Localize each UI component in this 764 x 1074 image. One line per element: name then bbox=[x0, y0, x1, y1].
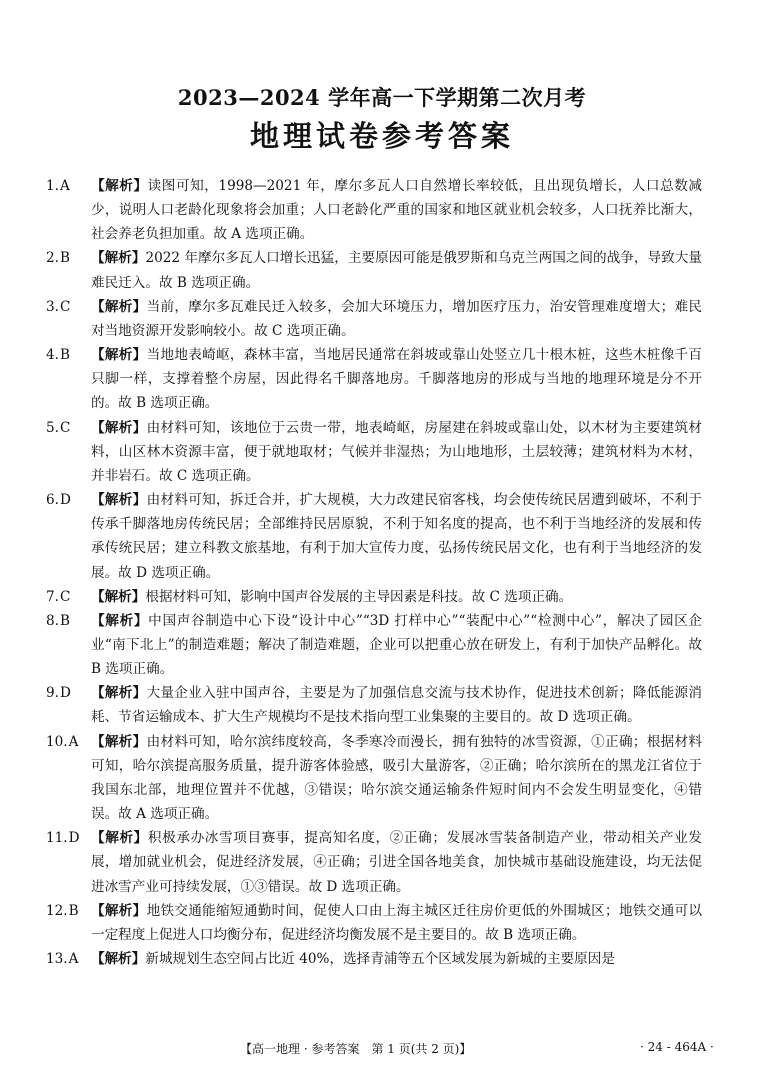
question-number: 11. bbox=[46, 830, 68, 847]
question-number: 5. bbox=[46, 419, 59, 436]
answer-label bbox=[46, 730, 78, 754]
answer-choice: B bbox=[59, 612, 70, 629]
question-number: 7. bbox=[46, 588, 59, 605]
answer-choice: D bbox=[59, 685, 71, 702]
analysis-text: 中国声谷制造中心下设“设计中心”“3D 打样中心”“装配中心”“检测中心”，解决了园区企业“南下北上”的制造难题；解决了制造难题，企业可以把重心放在研发上，有利于加快产品孵化。故 B 选项正确。 bbox=[91, 612, 703, 678]
question-number: 4. bbox=[46, 347, 59, 364]
answer-item bbox=[46, 585, 702, 609]
answer-item bbox=[46, 826, 702, 898]
answer-label bbox=[46, 681, 71, 705]
answer-label bbox=[46, 947, 78, 971]
answer-item bbox=[46, 416, 702, 488]
answer-label bbox=[46, 416, 70, 440]
analysis-tag: 【解析】 bbox=[91, 902, 147, 919]
analysis-text: 由材料可知，拆迁合并，扩大规模，大力改建民宿客栈，均会使传统民居遭到破坏，不利于传承千脚落地房传统民居；全部维持民居原貌，不利于知名度的提高，也不利于当地经济的发展和传承传统民居；建立科教文旅基地，有利于加大宣传力度，弘扬传统民居文化，也有利于当地经济的发展。故 D 选项正确。 bbox=[91, 492, 703, 581]
answer-item bbox=[46, 947, 702, 971]
answer-choice: B bbox=[59, 250, 70, 267]
answer-label bbox=[46, 826, 80, 850]
answer-item bbox=[46, 730, 702, 827]
analysis-tag: 【解析】 bbox=[91, 419, 147, 436]
answer-choice: A bbox=[68, 951, 79, 967]
answer-choice: D bbox=[59, 492, 71, 509]
question-number: 1. bbox=[46, 178, 59, 194]
answer-list bbox=[46, 174, 702, 971]
question-number: 13. bbox=[46, 951, 68, 967]
answer-choice: D bbox=[68, 830, 80, 847]
analysis-text: 由材料可知，哈尔滨纬度较高，冬季寒冷而漫长，拥有独特的冰雪资源，①正确；根据材料可知，哈尔滨提高服务质量，提升游客体验感，吸引大量游客，②正确；哈尔滨所在的黑龙江省位于我国东北部，地理位置并不优越，③错误；哈尔滨交通运输条件短时间内不会发生明显变化，④错误。故 A 选项正确。 bbox=[91, 733, 703, 823]
answer-item bbox=[46, 246, 702, 294]
answer-label bbox=[46, 343, 70, 367]
analysis-tag: 【解析】 bbox=[91, 612, 149, 629]
question-number: 9. bbox=[46, 685, 59, 702]
analysis-text: 积极承办冰雪项目赛事，提高知名度，②正确；发展冰雪装备制造产业，带动相关产业发展，增加就业机会，促进经济发展，④正确；引进全国各地美食，加快城市基础设施建设，均无法促进冰雪产业可持续发展，①③错误。故 D 选项正确。 bbox=[91, 830, 703, 895]
answer-item bbox=[46, 609, 702, 681]
answer-item bbox=[46, 488, 702, 585]
answer-choice: A bbox=[68, 733, 79, 750]
answer-label bbox=[46, 174, 70, 198]
analysis-tag: 【解析】 bbox=[91, 250, 146, 267]
answer-label bbox=[46, 585, 70, 609]
question-number: 10. bbox=[46, 733, 68, 750]
analysis-text: 由材料可知，该地位于云贵一带，地表崎岖，房屋建在斜坡或靠山处，以木材为主要建筑材料，山区林木资源丰富，便于就地取材；气候并非湿热；为山地地形，土层较薄；建筑材料为木材，并非岩石。故 C 选项正确。 bbox=[91, 419, 703, 484]
answer-item bbox=[46, 295, 702, 343]
question-number: 2. bbox=[46, 250, 59, 267]
answer-item bbox=[46, 343, 702, 415]
analysis-text: 读图可知，1998—2021 年，摩尔多瓦人口自然增长率较低，且出现负增长，人口总数减少，说明人口老龄化现象将会加重；人口老龄化严重的国家和地区就业机会较多，人口抚养比渐大，社会养老负担加重。故 A 选项正确。 bbox=[91, 178, 702, 243]
answer-label bbox=[46, 246, 70, 270]
analysis-tag: 【解析】 bbox=[91, 347, 147, 364]
analysis-tag: 【解析】 bbox=[91, 492, 147, 509]
exam-title: 2023—2024 学年高一下学期第二次月考 bbox=[177, 85, 587, 110]
analysis-text: 地铁交通能缩短通勤时间，促使人口由上海主城区迁往房价更低的外围城区；地铁交通可以一定程度上促进人口均衡分布，促进经济均衡发展不是主要目的。故 B 选项正确。 bbox=[91, 902, 703, 943]
answer-choice: C bbox=[59, 588, 71, 605]
question-number: 6. bbox=[46, 492, 59, 509]
analysis-text: 2022 年摩尔多瓦人口增长迅猛，主要原因可能是俄罗斯和乌克兰两国之间的战争，导致大量难民迁入。故 B 选项正确。 bbox=[91, 250, 702, 291]
footer-page-info: 【高一地理 · 参考答案 第 1 页(共 2 页)】 bbox=[240, 1042, 472, 1056]
analysis-text: 大量企业入驻中国声谷，主要是为了加强信息交流与技术协作，促进技术创新；降低能源消耗、节省运输成本、扩大生产规模均不是技术指向型工业集聚的主要目的。故 D 选项正确。 bbox=[91, 685, 703, 726]
answer-key-title: 地理试卷参考答案 bbox=[249, 119, 514, 153]
answer-choice: B bbox=[68, 902, 79, 919]
analysis-tag: 【解析】 bbox=[91, 733, 147, 750]
analysis-tag: 【解析】 bbox=[91, 830, 148, 847]
question-number: 12. bbox=[46, 902, 68, 919]
analysis-text: 新城规划生态空间占比近 40%，选择青浦等五个区域发展为新城的主要原因是 bbox=[145, 951, 615, 967]
answer-item bbox=[46, 174, 702, 246]
answer-label bbox=[46, 899, 79, 923]
analysis-text: 根据材料可知，影响中国声谷发展的主导因素是科技。故 C 选项正确。 bbox=[145, 588, 573, 605]
analysis-tag: 【解析】 bbox=[91, 178, 148, 194]
question-number: 3. bbox=[46, 298, 59, 315]
answer-choice: C bbox=[59, 298, 71, 315]
answer-choice: B bbox=[59, 347, 70, 364]
answer-choice: A bbox=[59, 178, 70, 194]
analysis-tag: 【解析】 bbox=[91, 588, 146, 605]
answer-choice: C bbox=[59, 419, 71, 436]
analysis-tag: 【解析】 bbox=[91, 951, 146, 967]
answer-label bbox=[46, 295, 70, 319]
answer-item bbox=[46, 899, 702, 947]
analysis-text: 当前，摩尔多瓦难民迁入较多，会加大环境压力，增加医疗压力，治安管理难度增大；难民对当地资源开发影响较小。故 C 选项正确。 bbox=[91, 298, 703, 339]
answer-label bbox=[46, 488, 71, 512]
answer-label bbox=[46, 609, 70, 633]
analysis-tag: 【解析】 bbox=[91, 685, 147, 702]
analysis-tag: 【解析】 bbox=[91, 298, 147, 315]
footer-code: · 24 - 464A · bbox=[640, 1040, 714, 1054]
analysis-text: 当地地表崎岖，森林丰富，当地居民通常在斜坡或靠山处竖立几十根木桩，这些木桩像千百只脚一样，支撑着整个房屋，因此得名千脚落地房。千脚落地房的形成与当地的地理环境是分不开的。故 B 选项正确。 bbox=[91, 347, 703, 412]
question-number: 8. bbox=[46, 612, 59, 629]
answer-item bbox=[46, 681, 702, 729]
